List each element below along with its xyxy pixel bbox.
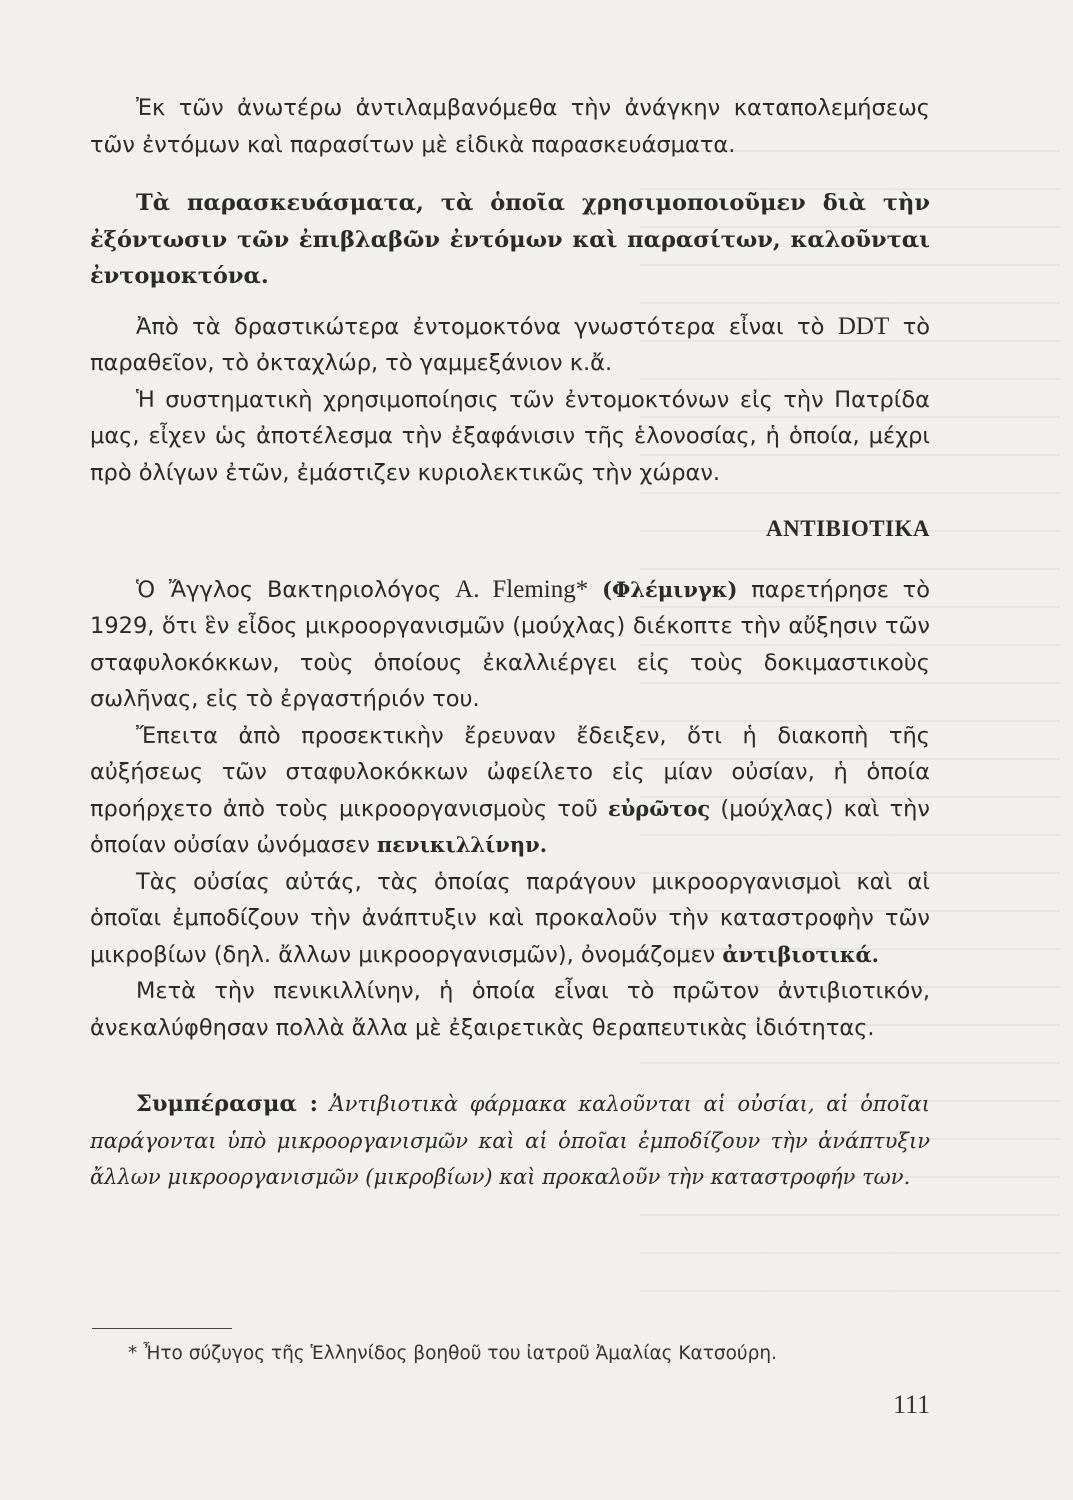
paragraph-malaria: Ἡ συστηματικὴ χρησιμοποίησις τῶν ἐντομοκτόνων εἰς τὴν Πατρίδα μας, εἶχεν ὡς ἀποτέλεσμα τὴν ἐξαφάνισιν τῆς ἑλονοσίας, ἡ ὁποία, μέχρι πρὸ ὀλίγων ἐτῶν, ἐμάστιζεν κυριολεκτικῶς τὴν χώραν. bbox=[90, 386, 930, 486]
section-heading-antibiotics: ΑΝΤΙΒΙΟΤΙΚΑ bbox=[766, 516, 930, 541]
paragraph-after-penicillin: Μετὰ τὴν πενικιλλίνην, ἡ ὁποία εἶναι τὸ πρῶτον ἀντιβιοτικόν, ἀνεκαλύφθησαν πολλὰ ἄλλα μὲ ἐξαιρετικὰς θεραπευτικὰς ἰδιότητας. bbox=[90, 978, 930, 1041]
fleming-pre: Ὁ Ἄγγλος Βακτηριολόγος bbox=[136, 576, 456, 603]
examples-rest: τὸ παραθεῖον, τὸ ὀκταχλώρ, τὸ γαμμεξάνιον κ.ἄ. bbox=[90, 313, 931, 376]
paragraph-insecticides-definition: Τὰ παρασκευάσματα, τὰ ὁποῖα χρησιμοποιοῦμεν διὰ τὴν ἐξόντωσιν τῶν ἐπιβλαβῶν ἐντόμων καὶ παρασίτων, καλοῦνται ἐντομοκτόνα. bbox=[90, 190, 930, 289]
body-text bbox=[90, 90, 930, 1196]
paragraph-conclusion bbox=[90, 1086, 930, 1196]
paragraph-intro: Ἐκ τῶν ἀνωτέρω ἀντιλαμβανόμεθα τὴν ἀνάγκην καταπολεμήσεως τῶν ἐντόμων καὶ παρασίτων μὲ εἰδικὰ παρασκευάσματα. bbox=[90, 95, 930, 158]
ddt-term: DDT bbox=[837, 312, 890, 340]
penicillin-pre: Ἔπειτα ἀπὸ προσεκτικὴν ἔρευναν ἔδειξεν, ὅτι ἡ διακοπὴ τῆς αὐξήσεως τῶν σταφυλοκόκκων ὠφείλετο εἰς μίαν οὐσίαν, ἡ ὁποία προήρχετο ἀπὸ τοὺς μικροοργανισμοὺς τοῦ bbox=[90, 722, 930, 822]
conclusion-text: Ἀντιβιοτικὰ φάρμακα καλοῦνται αἱ οὐσίαι, αἱ ὁποῖαι παράγονται ὑπὸ μικροοργανισμῶν καὶ αἱ ὁποῖαι ἐμποδίζουν τὴν ἀνάπτυξιν ἄλλων μικροοργανισμῶν (μικροβίων) καὶ προκαλοῦν τὴν καταστροφήν των. bbox=[90, 1092, 930, 1189]
substances-pre: Τὰς οὐσίας αὐτάς, τὰς ὁποίας παράγουν μικροοργανισμοὶ καὶ αἱ ὁποῖαι ἐμποδίζουν τὴν ἀνάπτυξιν καὶ προκαλοῦν τὴν καταστροφὴν τῶν μικροβίων (δηλ. ἄλλων μικροοργανισμῶν), ὀνομάζομεν bbox=[90, 868, 930, 968]
footnote-divider bbox=[92, 1328, 232, 1329]
page-number: 111 bbox=[893, 1390, 931, 1419]
paragraph-fleming bbox=[90, 572, 930, 718]
footnote: * Ἦτο σύζυγος τῆς Ἑλληνίδος βοηθοῦ του ἰατροῦ Ἀμαλίας Κατσούρη. bbox=[128, 1343, 777, 1364]
fleming-greek-name: (Φλέμινγκ) bbox=[602, 576, 738, 602]
conclusion-label: Συμπέρασμα : bbox=[136, 1091, 318, 1117]
examples-text: Ἀπὸ τὰ δραστικώτερα ἐντομοκτόνα γνωστότερα εἶναι τὸ bbox=[136, 313, 838, 340]
term-antibiotics: ἀντιβιοτικά. bbox=[722, 941, 879, 967]
term-penicillin: πενικιλλίνην. bbox=[376, 832, 548, 857]
paragraph-insecticides-examples bbox=[90, 309, 930, 382]
fleming-post: παρετήρησε τὸ 1929, ὅτι ἓν εἶδος μικροοργανισμῶν (μούχλας) διέκοπτε τὴν αὔξησιν τῶν σταφυλοκόκκων, τοὺς ὁποίους ἐκαλλιέργει εἰς τοὺς δοκιμαστικοὺς σωλῆνας, εἰς τὸ ἐργαστήριόν του. bbox=[90, 576, 930, 712]
paragraph-penicillin bbox=[90, 718, 930, 864]
paragraph-antibiotic-substances bbox=[90, 864, 930, 974]
fleming-name: A. Fleming* bbox=[455, 575, 589, 603]
fleming-space bbox=[588, 577, 602, 603]
term-eurotos: εὐρῶτος bbox=[607, 795, 711, 821]
penicillin-mid: (μούχλας) καὶ τὴν ὁποίαν οὐσίαν ὠνόμασεν bbox=[90, 795, 930, 858]
